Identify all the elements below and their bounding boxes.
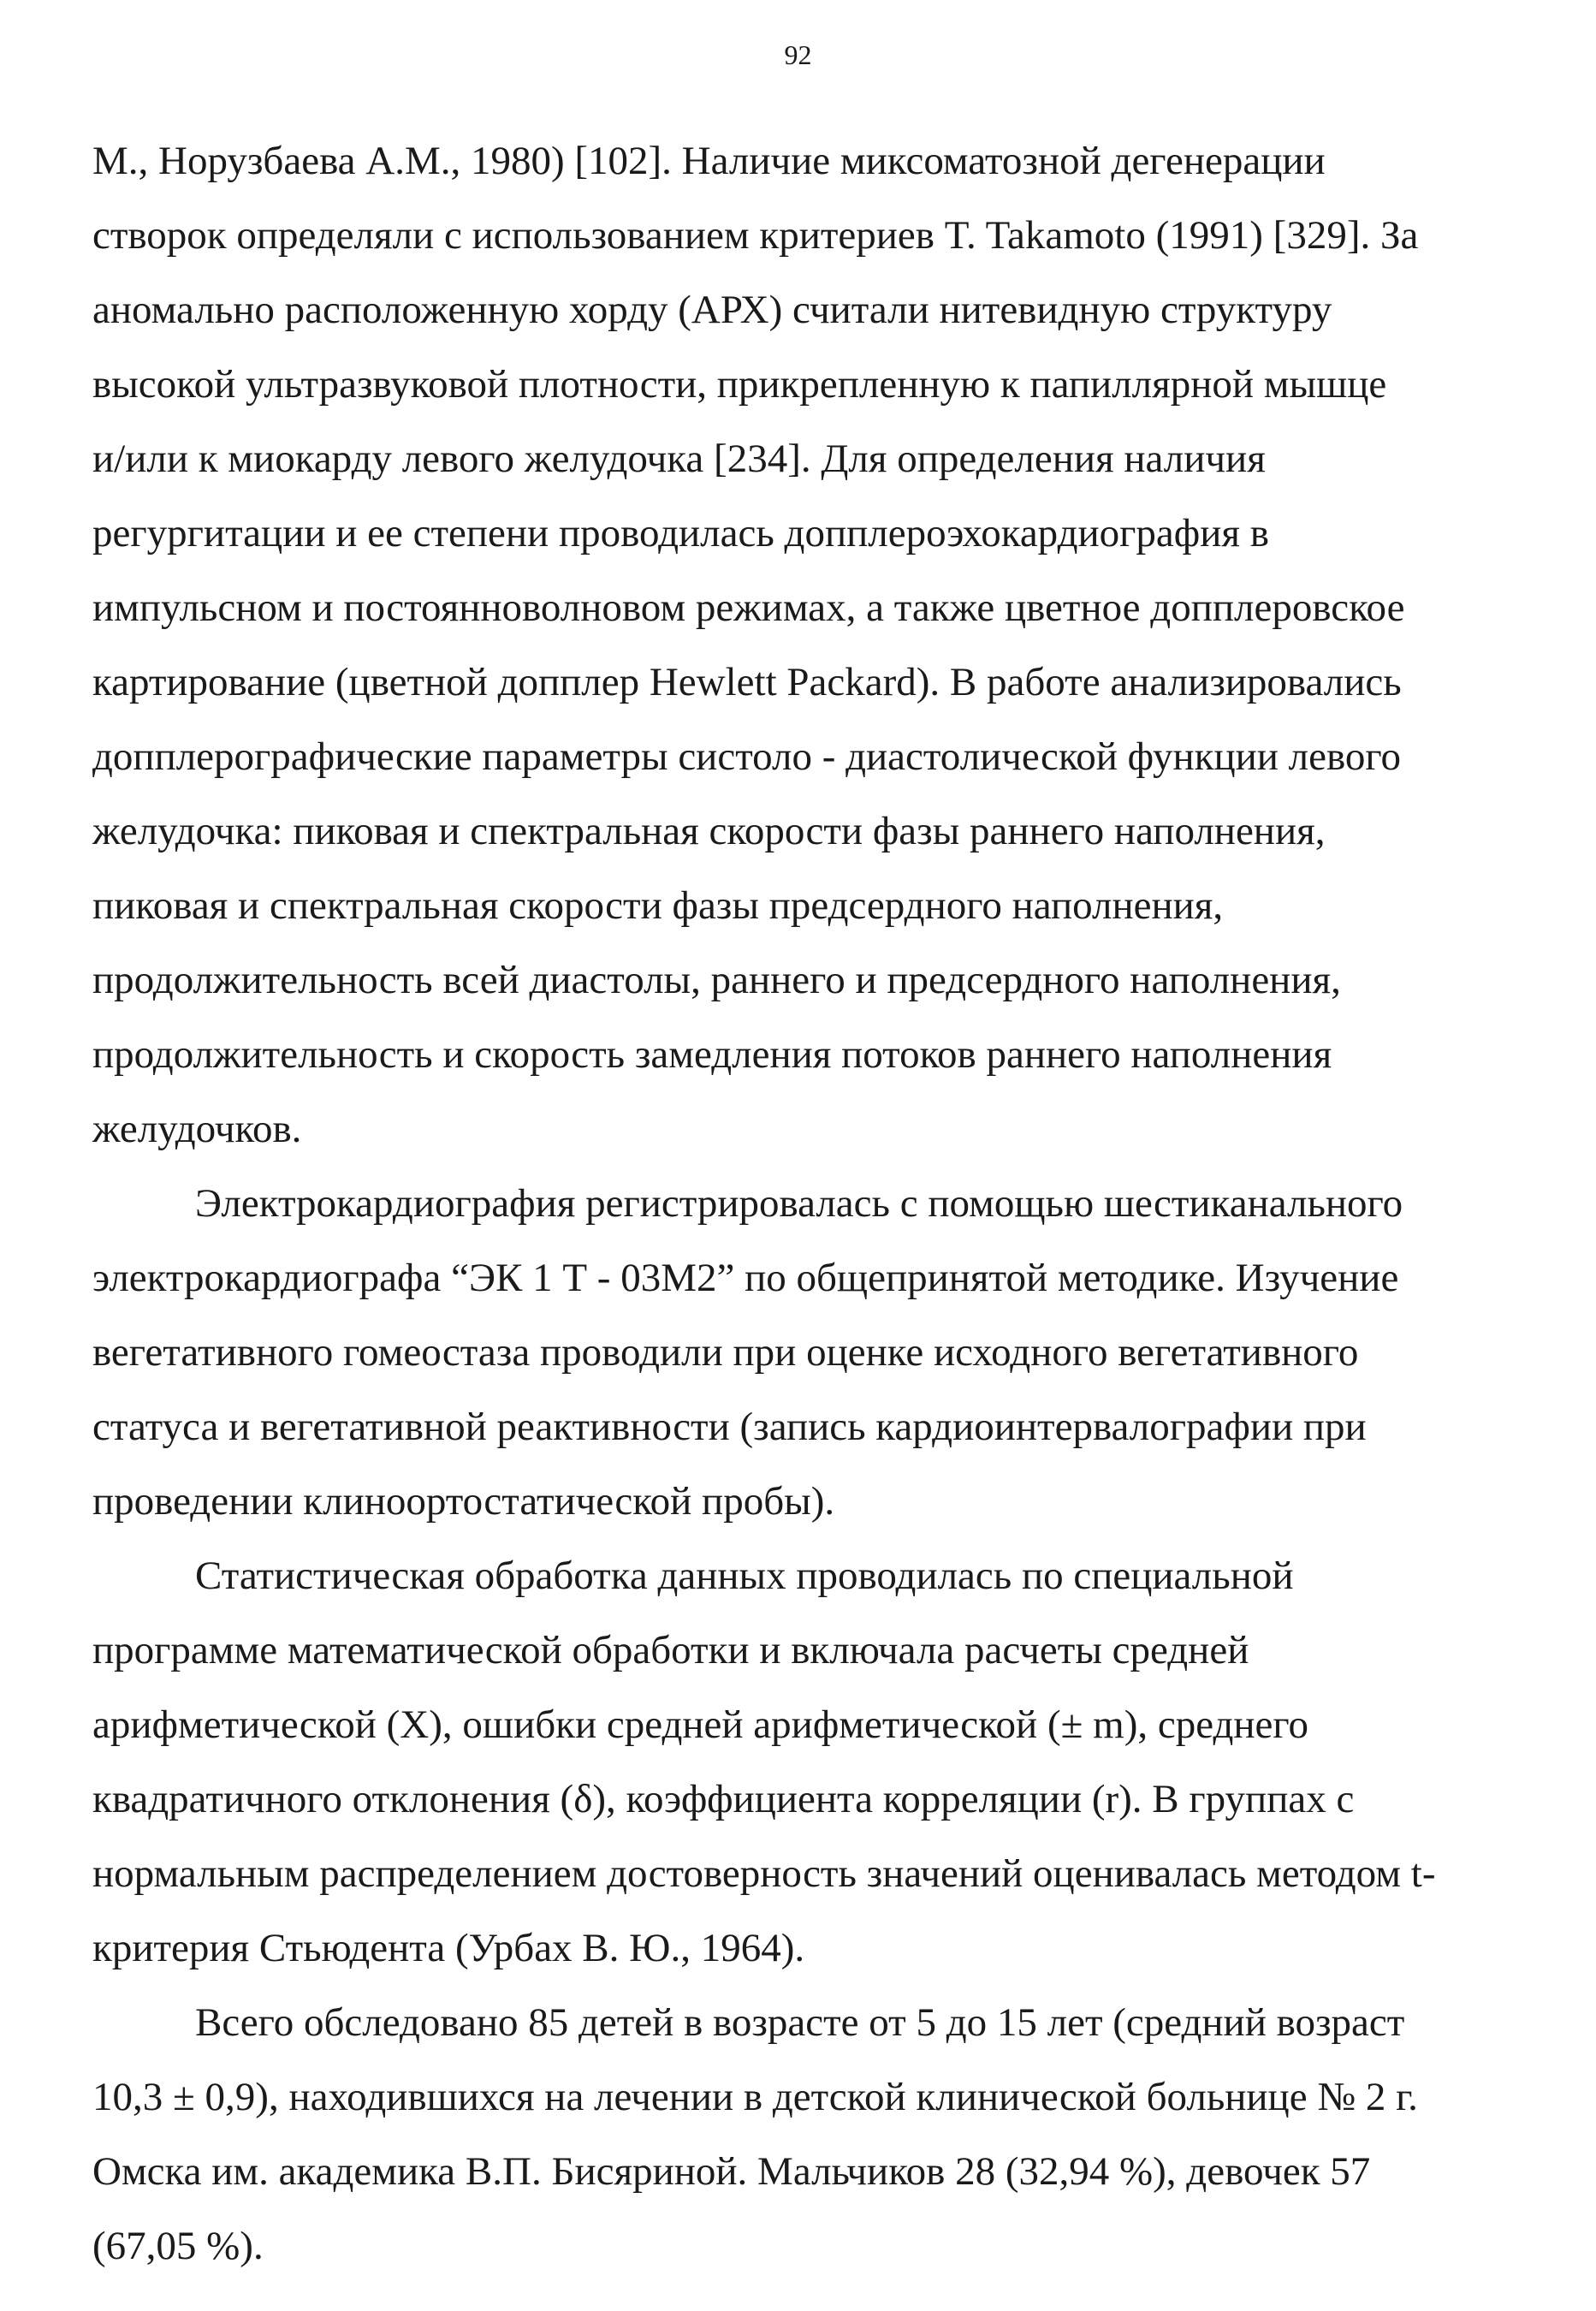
text-line: картирование (цветной допплер Hewlett Packard). В работе анализировались <box>92 660 1402 704</box>
text-line: нормальным распределением достоверность значений оценивалась методом t- <box>92 1851 1436 1896</box>
text-line: программе математической обработки и включала расчеты средней <box>92 1628 1249 1672</box>
text-line: критерия Стьюдента (Урбах В. Ю., 1964). <box>92 1926 805 1970</box>
text-line: пиковая и спектральная скорости фазы предсердного наполнения, <box>92 883 1224 928</box>
text-line: проведении клиноортостатической пробы). <box>92 1479 835 1524</box>
text-line: квадратичного отклонения (δ), коэффициента корреляции (r). В группах с <box>92 1777 1355 1821</box>
text-line: регургитации и ее степени проводилась допплероэхокардиография в <box>92 511 1269 555</box>
text-line: аномально расположенную хорду (АРХ) считали нитевидную структуру <box>92 288 1332 332</box>
text-line: 10,3 ± 0,9), находившихся на лечении в детской клинической больнице № 2 г. <box>92 2075 1418 2119</box>
text-line: статуса и вегетативной реактивности (запись кардиоинтервалографии при <box>92 1405 1367 1449</box>
text-line: вегетативного гомеостаза проводили при оценке исходного вегетативного <box>92 1330 1359 1375</box>
text-line: желудочков. <box>92 1107 302 1151</box>
page-number: 92 <box>784 39 812 70</box>
text-line: допплерографические параметры систоло - диастолической функции левого <box>92 734 1401 779</box>
paragraph-2 <box>92 1167 1513 1539</box>
text-line: и/или к миокарду левого желудочка [234]. Для определения наличия <box>92 437 1266 481</box>
paragraph-3 <box>92 1539 1513 1986</box>
text-line: электрокардиографа “ЭК 1 Т - 03М2” по общепринятой методике. Изучение <box>92 1256 1399 1300</box>
text-line: желудочка: пиковая и спектральная скорости фазы раннего наполнения, <box>92 809 1326 853</box>
paragraph-4 <box>92 1986 1513 2284</box>
paragraph-1 <box>92 124 1513 1167</box>
body-text <box>92 124 1513 2284</box>
text-line: высокой ультразвуковой плотности, прикрепленную к папиллярной мышце <box>92 362 1387 407</box>
text-line: арифметической (Х), ошибки средней арифметической (± m), среднего <box>92 1702 1308 1747</box>
text-line: Электрокардиография регистрировалась с помощью шестиканального <box>195 1181 1403 1226</box>
text-line: продолжительность и скорость замедления потоков раннего наполнения <box>92 1032 1332 1077</box>
text-line: Омска им. академика В.П. Бисяриной. Мальчиков 28 (32,94 %), девочек 57 <box>92 2149 1371 2194</box>
text-line: импульсном и постоянноволновом режимах, а также цветное допплеровское <box>92 585 1405 630</box>
text-line: (67,05 %). <box>92 2224 264 2268</box>
text-line: продолжительность всей диастолы, раннего и предсердного наполнения, <box>92 958 1341 1002</box>
text-line: Всего обследовано 85 детей в возрасте от 5 до 15 лет (средний возраст <box>195 2000 1405 2045</box>
text-line: Статистическая обработка данных проводилась по специальной <box>195 1554 1294 1598</box>
text-line: створок определяли с использованием критериев T. Takamoto (1991) [329]. За <box>92 213 1419 258</box>
text-line: М., Норузбаева А.М., 1980) [102]. Наличие миксоматозной дегенерации <box>92 139 1326 183</box>
